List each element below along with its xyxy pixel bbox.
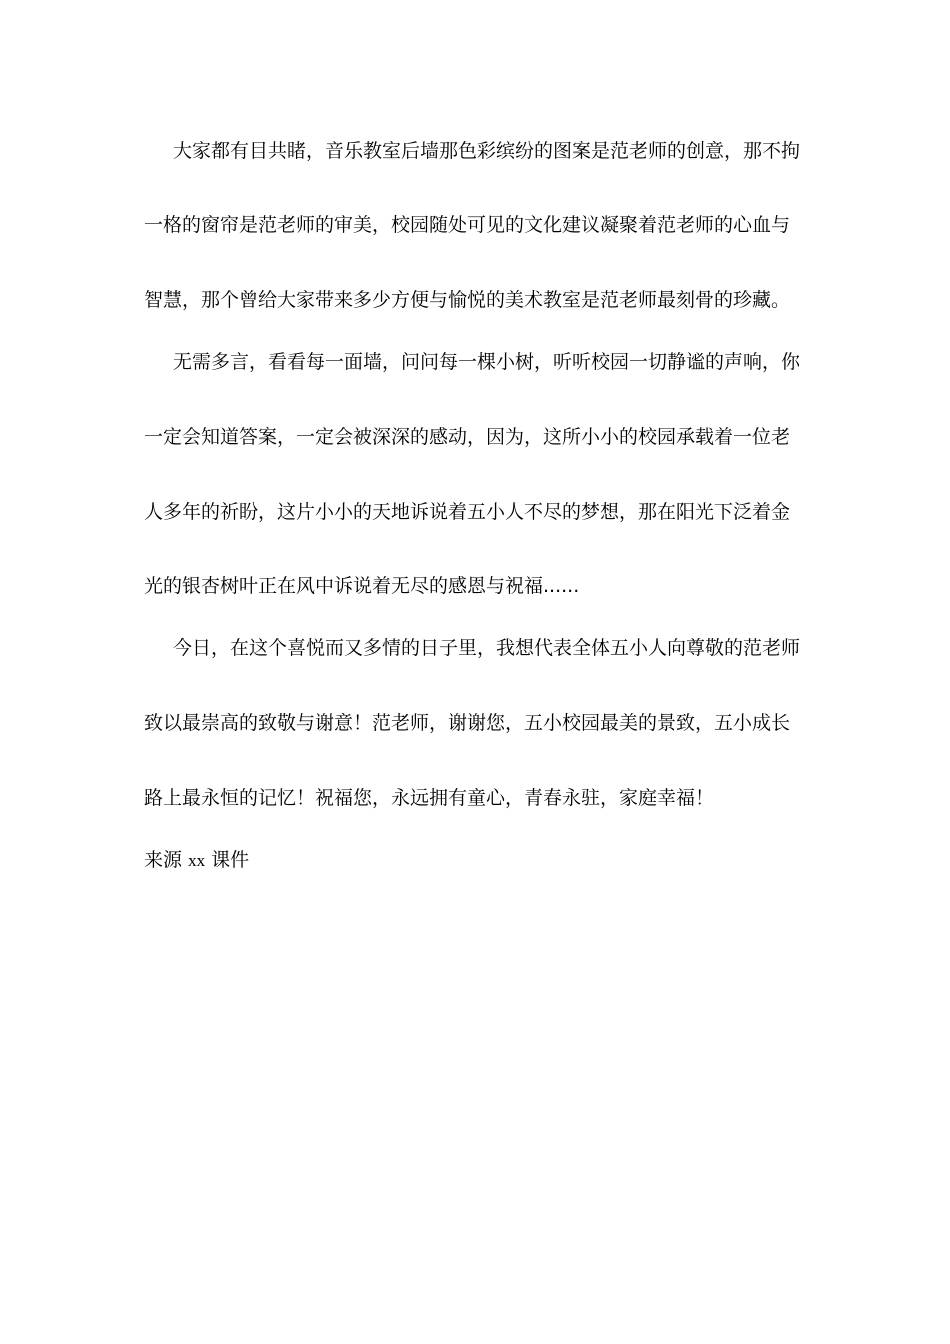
paragraph-3-line-2: 致以最崇高的致敬与谢意！范老师，谢谢您，五小校园最美的景致，五小成长 <box>144 712 791 734</box>
source-suffix: 课件 <box>211 849 250 871</box>
source-name: xx <box>188 851 206 870</box>
paragraph-1-line-3: 智慧，那个曾给大家带来多少方便与愉悦的美术教室是范老师最刻骨的珍藏。 <box>144 289 791 311</box>
source-prefix: 来源 <box>144 849 183 871</box>
paragraph-2-line-2: 一定会知道答案，一定会被深深的感动，因为，这所小小的校园承载着一位老 <box>144 426 791 448</box>
paragraph-3-line-1: 今日，在这个喜悦而又多情的日子里，我想代表全体五小人向尊敬的范老师 <box>173 637 801 659</box>
paragraph-1-line-1: 大家都有目共睹，音乐教室后墙那色彩缤纷的图案是范老师的创意，那不拘 <box>173 140 801 162</box>
paragraph-2-line-3: 人多年的祈盼，这片小小的天地诉说着五小人不尽的梦想，那在阳光下泛着金 <box>144 501 791 523</box>
paragraph-2-line-1: 无需多言，看看每一面墙，问问每一棵小树，听听校园一切静谧的声响，你 <box>173 351 801 373</box>
source-line <box>144 848 249 873</box>
paragraph-2-line-4: 光的银杏树叶正在风中诉说着无尽的感恩与祝福...... <box>144 575 580 597</box>
paragraph-3-line-3: 路上最永恒的记忆！祝福您，永远拥有童心，青春永驻，家庭幸福！ <box>144 787 715 809</box>
paragraph-1-line-2: 一格的窗帘是范老师的审美，校园随处可见的文化建议凝聚着范老师的心血与 <box>144 214 791 236</box>
